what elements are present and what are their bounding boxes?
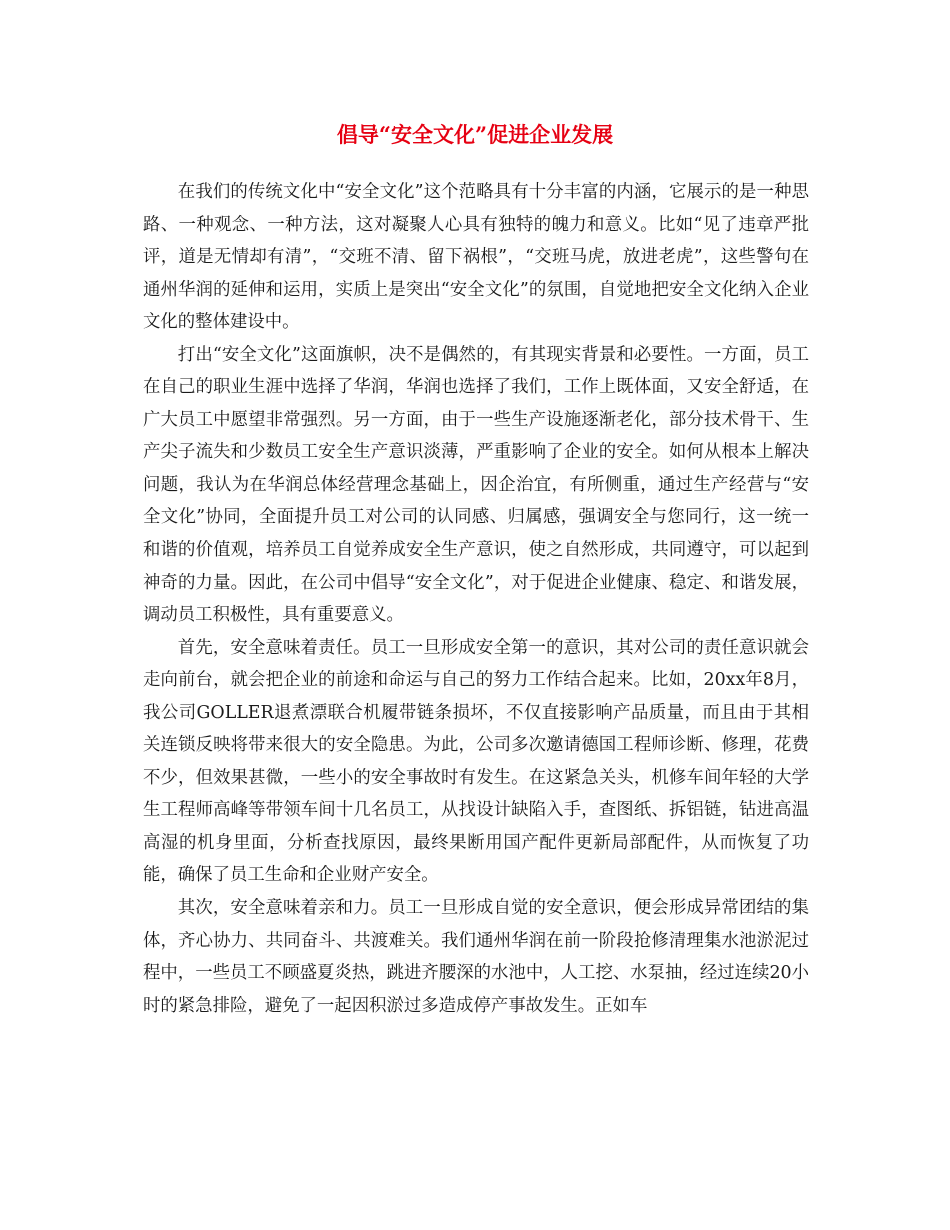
paragraph-4: 其次，安全意味着亲和力。员工一旦形成自觉的安全意识，便会形成异常团结的集体，齐心协力、共同奋斗、共渡难关。我们通州华润在前一阶段抢修清理集水池淤泥过程中，一些员工不顾盛夏炎热，跳进齐腰深的水池中，人工挖、水泵抽，经过连续20小时的紧急排险，避免了一起因积淤过多造成停产事故发生。正如车	[143, 898, 809, 1016]
document-body	[143, 176, 809, 1022]
document-title: 倡导“安全文化”促进企业发展	[336, 122, 614, 147]
paragraph-1: 在我们的传统文化中“安全文化”这个范略具有十分丰富的内涵，它展示的是一种思路、一种观念、一种方法，这对凝聚人心具有独特的魄力和意义。比如“见了违章严批评，道是无情却有清”，“交班不清、留下祸根”，“交班马虎，放进老虎”，这些警句在通州华润的延伸和运用，实质上是突出“安全文化”的氛围，自觉地把安全文化纳入企业文化的整体建设中。	[143, 182, 809, 333]
paragraph-2: 打出“安全文化”这面旗帜，决不是偶然的，有其现实背景和必要性。一方面，员工在自己的职业生涯中选择了华润，华润也选择了我们，工作上既体面，又安全舒适，在广大员工中愿望非常强烈。另一方面，由于一些生产设施逐渐老化，部分技术骨干、生产尖子流失和少数员工安全生产意识淡薄，严重影响了企业的安全。如何从根本上解决问题，我认为在华润总体经营理念基础上，因企治宜，有所侧重，通过生产经营与“安全文化”协同，全面提升员工对公司的认同感、归属感，强调安全与您同行，这一统一和谐的价值观，培养员工自觉养成安全生产意识，使之自然形成，共同遵守，可以起到神奇的力量。因此，在公司中倡导“安全文化”，对于促进企业健康、稳定、和谐发展，调动员工积极性，具有重要意义。	[143, 344, 809, 626]
paragraph-3: 首先，安全意味着责任。员工一旦形成安全第一的意识，其对公司的责任意识就会走向前台，就会把企业的前途和命运与自己的努力工作结合起来。比如，20xx年8月，我公司GOLLER退煮漂联合机履带链条损坏，不仅直接影响产品质量，而且由于其相关连锁反映将带来很大的安全隐患。为此，公司多次邀请德国工程师诊断、修理，花费不少，但效果甚微，一些小的安全事故时有发生。在这紧急关头，机修车间年轻的大学生工程师高峰等带领车间十几名员工，从找设计缺陷入手，查图纸、拆铝链，钻进高温高湿的机身里面，分析查找原因，最终果断用国产配件更新局部配件，从而恢复了功能，确保了员工生命和企业财产安全。	[143, 637, 809, 886]
